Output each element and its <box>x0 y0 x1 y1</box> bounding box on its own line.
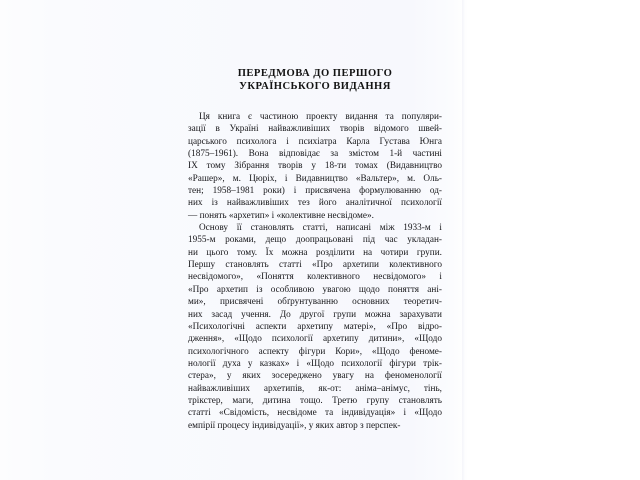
body-paragraph <box>188 111 442 432</box>
text-line <box>188 123 442 135</box>
text-line <box>188 420 442 432</box>
text-line-content: ми», присвячені обґрунтуванню основних теоретич- <box>188 297 442 308</box>
text-line <box>188 259 442 271</box>
text-line-content: нології духа у казках» і «Щодо психології фігури трік- <box>188 358 442 369</box>
text-line <box>188 185 442 197</box>
text-line-content: IX тому Зібрання творів у 18-ти томах (Видавництво <box>188 161 442 172</box>
text-line-content: несвідомого», «Поняття колективного несвідомого» і <box>188 272 442 283</box>
text-line <box>188 395 442 407</box>
text-line <box>188 247 442 259</box>
body-text <box>188 111 442 432</box>
text-line <box>188 321 442 333</box>
text-line <box>188 111 442 123</box>
text-line-content: 1955-м роками, дещо доопрацьовані під час укладан- <box>188 235 442 246</box>
text-line-content: трікстер, маги, дитина тощо. Третю групу становлять <box>188 395 442 406</box>
text-line <box>188 358 442 370</box>
title-line-2: УКРАЇНСЬКОГО ВИДАННЯ <box>239 80 391 92</box>
text-line-content: найважливіших архетипів, як-от: аніма–анімус, тінь, <box>188 383 442 394</box>
text-line <box>188 222 442 234</box>
text-line-content: них засад учення. До другої групи можна зарахувати <box>188 309 442 320</box>
text-line <box>188 407 442 419</box>
text-line-content: Першу становлять статті «Про архетипи колективного <box>188 260 442 271</box>
text-line <box>188 210 442 222</box>
text-line <box>188 148 442 160</box>
text-line <box>188 346 442 358</box>
page-title <box>188 68 442 93</box>
text-line <box>188 136 442 148</box>
text-line-content: статті «Свідомість, несвідоме та індивідуація» і «Щодо <box>188 408 442 419</box>
text-line <box>188 284 442 296</box>
text-line <box>188 160 442 172</box>
text-line <box>188 197 442 209</box>
text-line <box>188 333 442 345</box>
text-line <box>188 296 442 308</box>
text-line <box>188 370 442 382</box>
text-line-content: «Психологічні аспекти архетипу матері», «Про відро- <box>188 321 442 332</box>
title-line-1: ПЕРЕДМОВА ДО ПЕРШОГО <box>237 68 393 79</box>
text-line <box>188 309 442 321</box>
page-content <box>188 0 442 480</box>
text-line-content: зації в Україні найважливіших творів відомого швей- <box>188 124 442 135</box>
text-line-content: ни цього тому. Їх можна розділити на чотири групи. <box>188 247 442 258</box>
paper-edge <box>462 0 467 480</box>
text-line-content: «Про архетип із особливою увагою щодо поняття ані- <box>188 284 442 295</box>
text-line-content: стера», у яких зосереджено увагу на феноменології <box>188 371 442 382</box>
text-line-content: царського психолога і психіатра Карла Густава Юнга <box>188 136 442 147</box>
text-line <box>188 271 442 283</box>
text-line <box>188 234 442 246</box>
text-line-content: них із найважливіших тез його аналітичної психології <box>188 198 442 209</box>
text-line-content: дження», «Щодо психології архетипу дитини», «Щодо <box>188 334 442 345</box>
text-line <box>188 173 442 185</box>
text-line-content: емпірії процесу індивідуації», у яких автор з перспек- <box>188 420 401 431</box>
text-line-content: психологічного аспекту фігури Кори», «Щодо феноме- <box>188 346 442 357</box>
text-line-content: — понять «архетип» і «колективне несвідоме». <box>188 210 374 221</box>
text-line-content: (1875–1961). Вона відповідає за змістом 1-й частині <box>188 149 442 160</box>
text-line <box>188 383 442 395</box>
text-line-content: Ця книга є частиною проекту видання та популяри- <box>199 112 442 122</box>
text-line-content: Основу її становлять статті, написані між 1933-м і <box>199 223 442 234</box>
text-line-content: тен; 1958–1981 роки) і присвячена формулюванню од- <box>188 186 442 197</box>
text-line-content: «Рашер», м. Цюріх, і Видавництво «Вальтер», м. Оль- <box>188 173 442 184</box>
